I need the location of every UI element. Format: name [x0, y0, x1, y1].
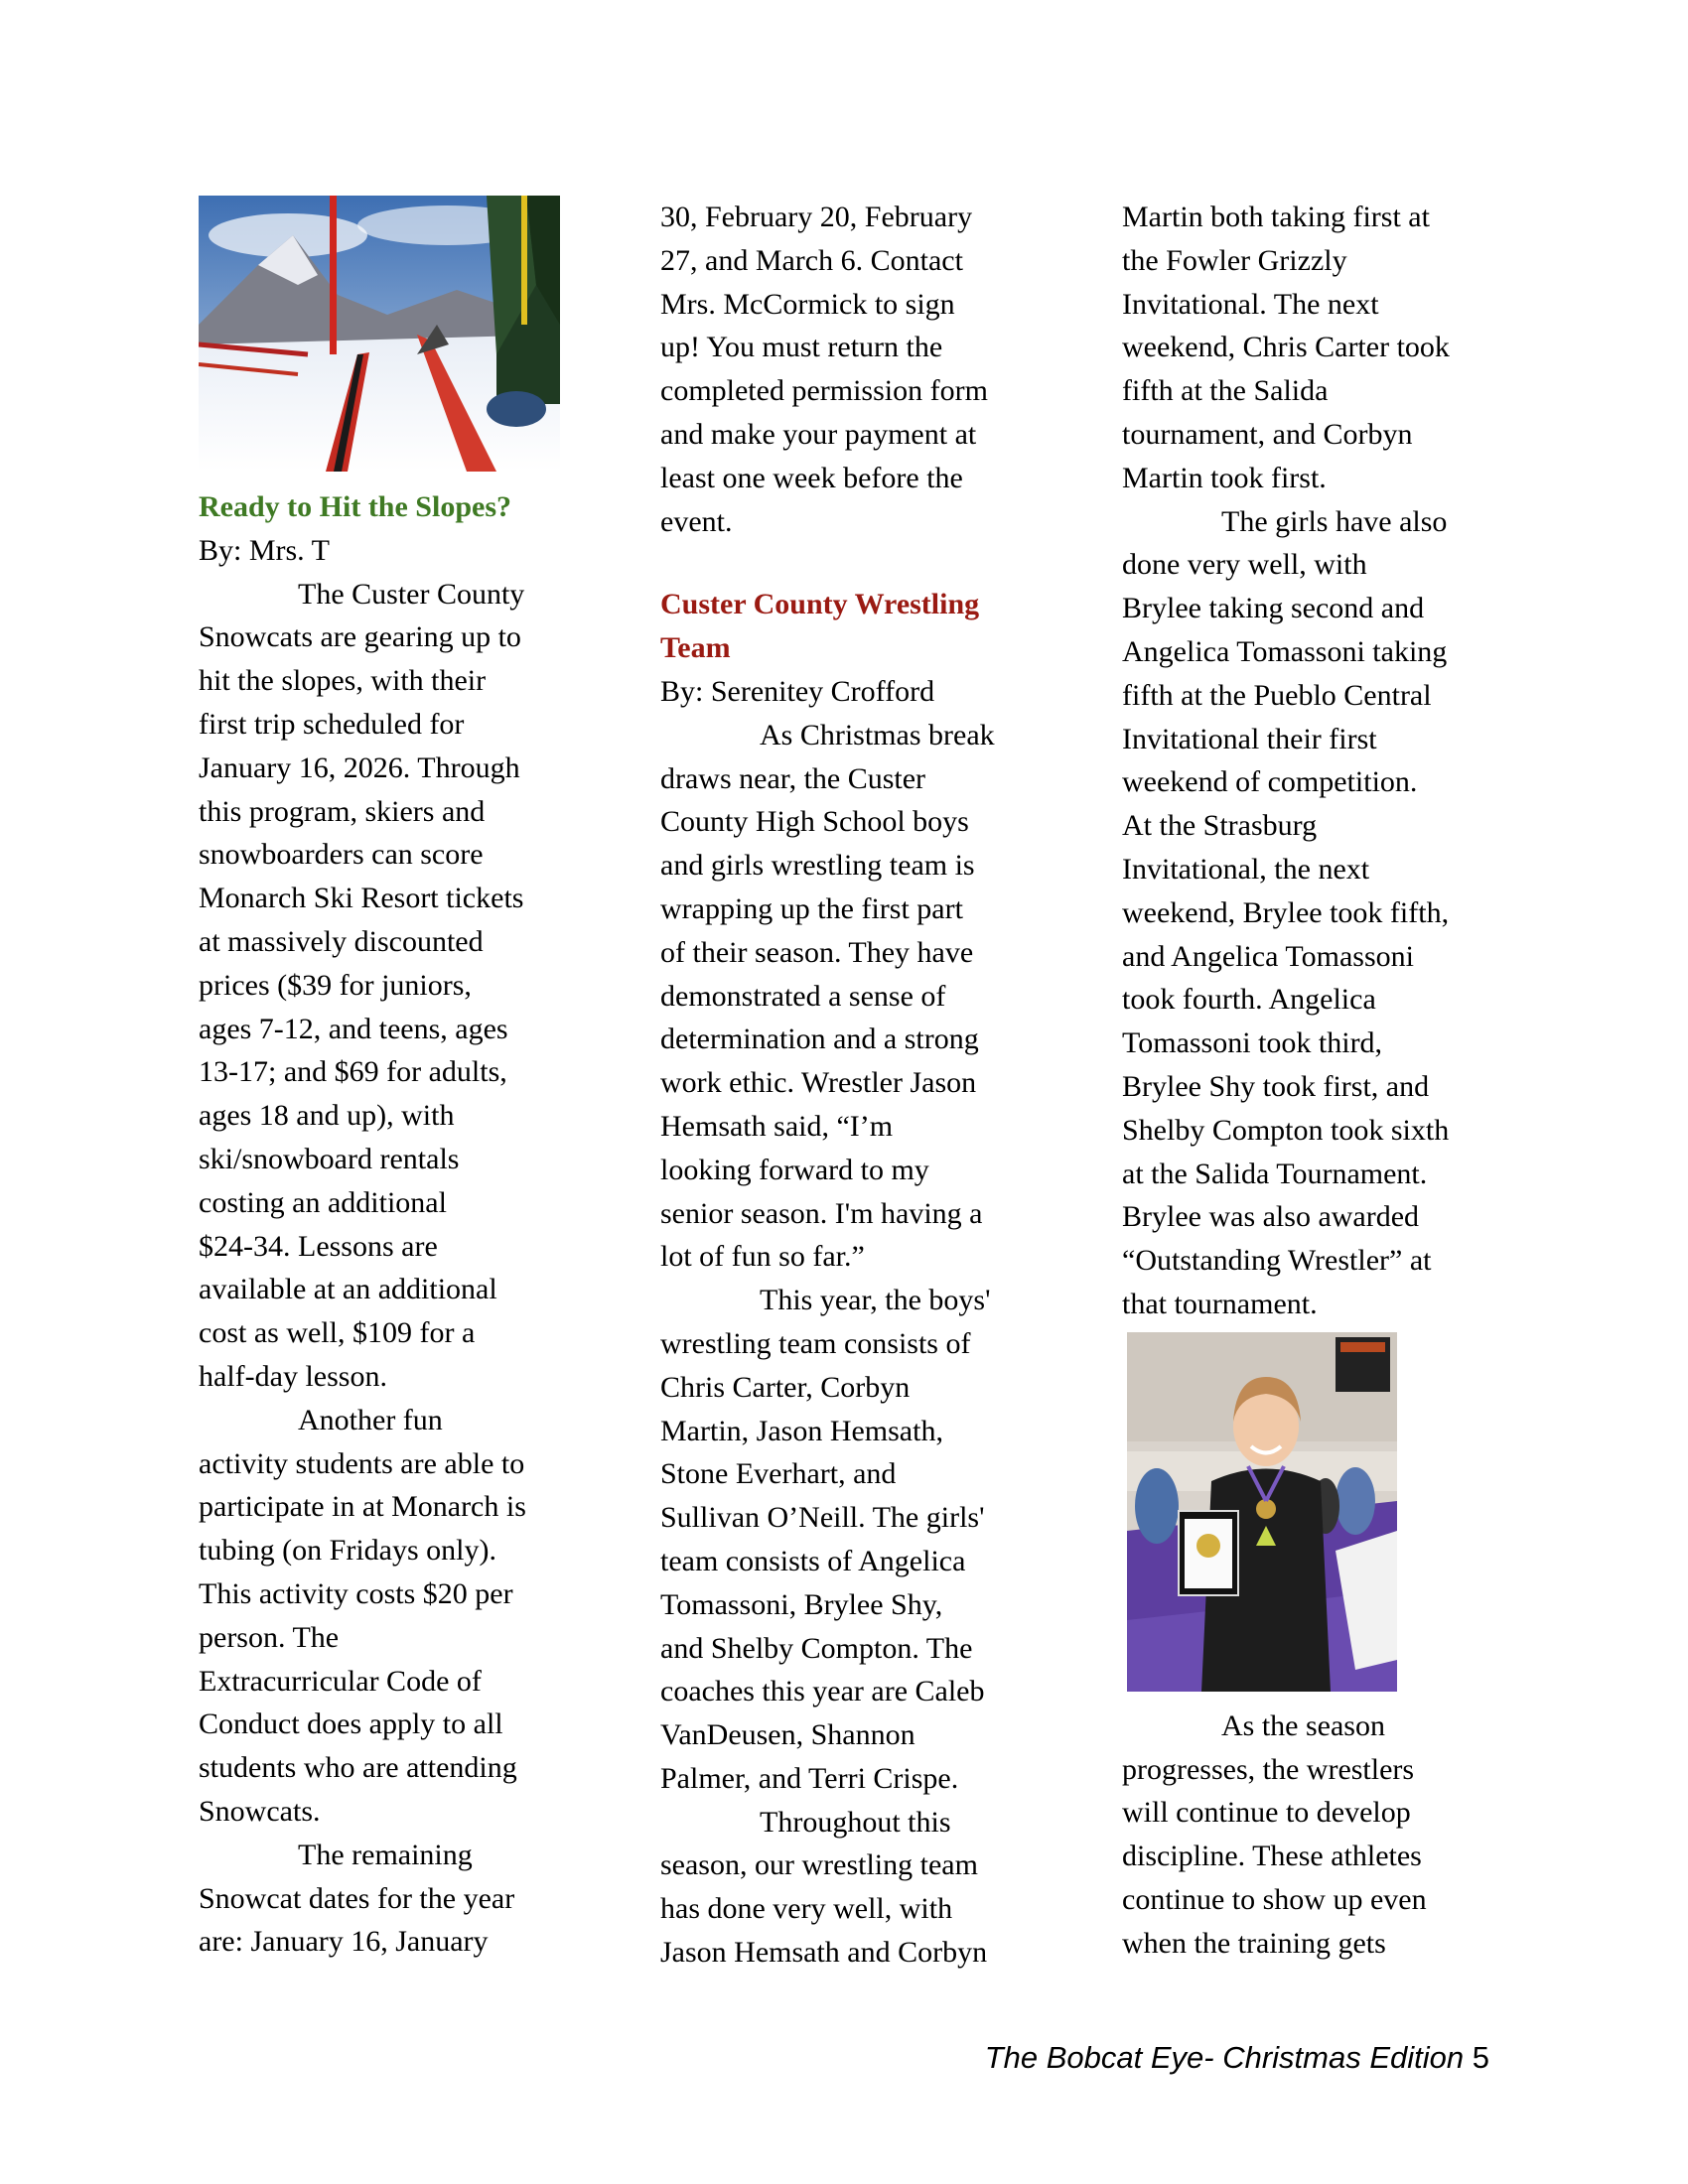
- text-line: person. The: [199, 1620, 340, 1654]
- text-line: Snowcat dates for the year: [199, 1881, 515, 1915]
- text-line: Palmer, and Terri Crispe.: [660, 1761, 959, 1795]
- ski-article-byline: By: Mrs. T: [199, 533, 330, 567]
- wrestling-article-paragraph-3: [660, 1801, 1057, 1975]
- column-2: [660, 196, 1057, 1975]
- wrestling-article-paragraph-1: [660, 714, 1057, 1279]
- text-line: tournament, and Corbyn: [1122, 417, 1413, 451]
- text-line: students who are attending: [199, 1751, 517, 1785]
- page-number: 5: [1472, 2040, 1489, 2075]
- text-line: Martin, Jason Hemsath,: [660, 1414, 943, 1447]
- text-line: work ethic. Wrestler Jason: [660, 1066, 977, 1100]
- text-line: cost as well, $109 for a: [199, 1316, 476, 1350]
- text-line: has done very well, with: [660, 1892, 953, 1926]
- text-line: Stone Everhart, and: [660, 1457, 897, 1491]
- text-line: available at an additional: [199, 1273, 497, 1306]
- column-3: [1122, 196, 1519, 1966]
- text-line: As the season: [1221, 1708, 1385, 1742]
- wrestler-award-photo: [1127, 1332, 1519, 1692]
- wrestling-article-paragraph-2: [660, 1279, 1057, 1801]
- text-line: season, our wrestling team: [660, 1848, 978, 1882]
- text-line: participate in at Monarch is: [199, 1490, 526, 1524]
- text-line: coaches this year are Caleb: [660, 1675, 985, 1708]
- text-line: fifth at the Pueblo Central: [1122, 678, 1432, 712]
- text-line: the Fowler Grizzly: [1122, 243, 1347, 277]
- page-footer: [983, 2040, 1489, 2076]
- text-line: costing an additional: [199, 1185, 447, 1219]
- text-line: tubing (on Fridays only).: [199, 1534, 496, 1568]
- text-line: will continue to develop: [1122, 1796, 1411, 1830]
- text-line: $24-34. Lessons are: [199, 1229, 438, 1263]
- text-line: January 16, 2026. Through: [199, 751, 520, 784]
- text-line: draws near, the Custer: [660, 761, 926, 795]
- text-line: This year, the boys': [760, 1284, 991, 1317]
- text-line: Brylee was also awarded: [1122, 1200, 1420, 1234]
- wrestling-article-title: [660, 583, 1057, 670]
- text-line: The remaining: [298, 1838, 473, 1871]
- text-line: Martin took first.: [1122, 461, 1327, 494]
- wrestling-article-byline: By: Serenitey Crofford: [660, 674, 935, 708]
- text-line: 13-17; and $69 for adults,: [199, 1055, 507, 1089]
- text-line: that tournament.: [1122, 1287, 1318, 1320]
- text-line: Brylee taking second and: [1122, 592, 1425, 625]
- text-line: wrestling team consists of: [660, 1326, 971, 1360]
- text-line: Snowcats.: [199, 1794, 321, 1828]
- ski-article-paragraph-3-continued: [660, 196, 1057, 543]
- text-line: and Shelby Compton. The: [660, 1631, 973, 1665]
- ski-article-paragraph-1: [199, 573, 596, 1399]
- text-line: 27, and March 6. Contact: [660, 243, 963, 277]
- title-line: Custer County Wrestling: [660, 588, 980, 621]
- text-line: wrapping up the first part: [660, 891, 963, 925]
- text-line: Conduct does apply to all: [199, 1707, 503, 1741]
- publication-name: The Bobcat Eye- Christmas Edition: [984, 2040, 1465, 2075]
- text-line: Brylee Shy took first, and: [1122, 1069, 1430, 1103]
- spacer: [660, 543, 1057, 583]
- text-line: continue to show up even: [1122, 1882, 1427, 1916]
- text-line: Extracurricular Code of: [199, 1664, 482, 1698]
- text-line: Monarch Ski Resort tickets: [199, 882, 524, 915]
- text-line: this program, skiers and: [199, 794, 486, 828]
- text-line: Sullivan O’Neill. The girls': [660, 1501, 985, 1535]
- text-line: up! You must return the: [660, 331, 943, 364]
- text-line: Invitational, the next: [1122, 852, 1370, 886]
- text-line: looking forward to my: [660, 1153, 929, 1186]
- text-line: at the Salida Tournament.: [1122, 1157, 1428, 1190]
- text-line: At the Strasburg: [1122, 809, 1318, 843]
- text-line: and girls wrestling team is: [660, 849, 975, 883]
- text-line: Tomassoni took third,: [1122, 1026, 1383, 1060]
- text-line: done very well, with: [1122, 548, 1367, 582]
- wrestling-article-paragraph-5: [1122, 1705, 1519, 1966]
- text-line: 30, February 20, February: [660, 201, 973, 233]
- text-line: Tomassoni, Brylee Shy,: [660, 1587, 943, 1621]
- text-line: lot of fun so far.”: [660, 1240, 865, 1274]
- text-line: Mrs. McCormick to sign: [660, 287, 955, 321]
- column-1: [199, 196, 596, 1964]
- text-line: VanDeusen, Shannon: [660, 1718, 915, 1752]
- text-line: The girls have also: [1221, 504, 1448, 538]
- text-line: Shelby Compton took sixth: [1122, 1113, 1450, 1147]
- wrestling-article-paragraph-4: [1122, 500, 1519, 1326]
- text-line: Another fun: [298, 1403, 443, 1436]
- title-line: Team: [660, 631, 731, 665]
- text-line: first trip scheduled for: [199, 707, 465, 741]
- ski-slope-photo: [199, 196, 596, 472]
- text-line: snowboarders can score: [199, 838, 484, 872]
- text-line: Martin both taking first at: [1122, 201, 1430, 233]
- ski-article-paragraph-2: [199, 1399, 596, 1834]
- text-line: County High School boys: [660, 805, 969, 839]
- text-line: senior season. I'm having a: [660, 1196, 983, 1230]
- text-line: least one week before the: [660, 461, 963, 494]
- text-line: fifth at the Salida: [1122, 374, 1329, 408]
- text-line: hit the slopes, with their: [199, 664, 487, 698]
- text-line: Invitational. The next: [1122, 287, 1379, 321]
- text-line: took fourth. Angelica: [1122, 983, 1376, 1017]
- text-line: half-day lesson.: [199, 1359, 387, 1393]
- text-line: The Custer County: [298, 577, 525, 611]
- text-line: Throughout this: [760, 1805, 951, 1839]
- text-line: demonstrated a sense of: [660, 979, 946, 1013]
- text-line: progresses, the wrestlers: [1122, 1752, 1415, 1786]
- text-line: prices ($39 for juniors,: [199, 968, 472, 1002]
- text-line: Jason Hemsath and Corbyn: [660, 1936, 988, 1970]
- text-line: Hemsath said, “I’m: [660, 1109, 894, 1143]
- text-line: and make your payment at: [660, 417, 977, 451]
- text-line: determination and a strong: [660, 1023, 979, 1056]
- text-line: Chris Carter, Corbyn: [660, 1370, 911, 1404]
- text-line: activity students are able to: [199, 1446, 525, 1480]
- text-line: are: January 16, January: [199, 1925, 489, 1959]
- text-line: “Outstanding Wrestler” at: [1122, 1244, 1432, 1278]
- text-line: weekend, Chris Carter took: [1122, 331, 1450, 364]
- text-line: ages 7-12, and teens, ages: [199, 1012, 508, 1045]
- text-line: Angelica Tomassoni taking: [1122, 634, 1448, 668]
- ski-article-paragraph-3: [199, 1834, 596, 1964]
- text-line: discipline. These athletes: [1122, 1840, 1422, 1873]
- text-line: and Angelica Tomassoni: [1122, 939, 1414, 973]
- text-line: at massively discounted: [199, 924, 484, 958]
- text-line: Snowcats are gearing up to: [199, 620, 521, 654]
- text-line: weekend, Brylee took fifth,: [1122, 895, 1450, 929]
- text-line: weekend of competition.: [1122, 765, 1418, 799]
- text-line: when the training gets: [1122, 1926, 1386, 1960]
- text-line: ages 18 and up), with: [199, 1099, 455, 1133]
- text-line: As Christmas break: [760, 718, 995, 751]
- text-line: of their season. They have: [660, 935, 974, 969]
- text-line: completed permission form: [660, 374, 988, 408]
- text-line: event.: [660, 504, 733, 538]
- text-line: team consists of Angelica: [660, 1544, 966, 1577]
- text-line: This activity costs $20 per: [199, 1576, 513, 1610]
- ski-article-title: Ready to Hit the Slopes?: [199, 490, 511, 523]
- text-line: Invitational their first: [1122, 722, 1377, 755]
- text-line: ski/snowboard rentals: [199, 1142, 460, 1175]
- wrestling-article-paragraph-3-continued: [1122, 196, 1519, 500]
